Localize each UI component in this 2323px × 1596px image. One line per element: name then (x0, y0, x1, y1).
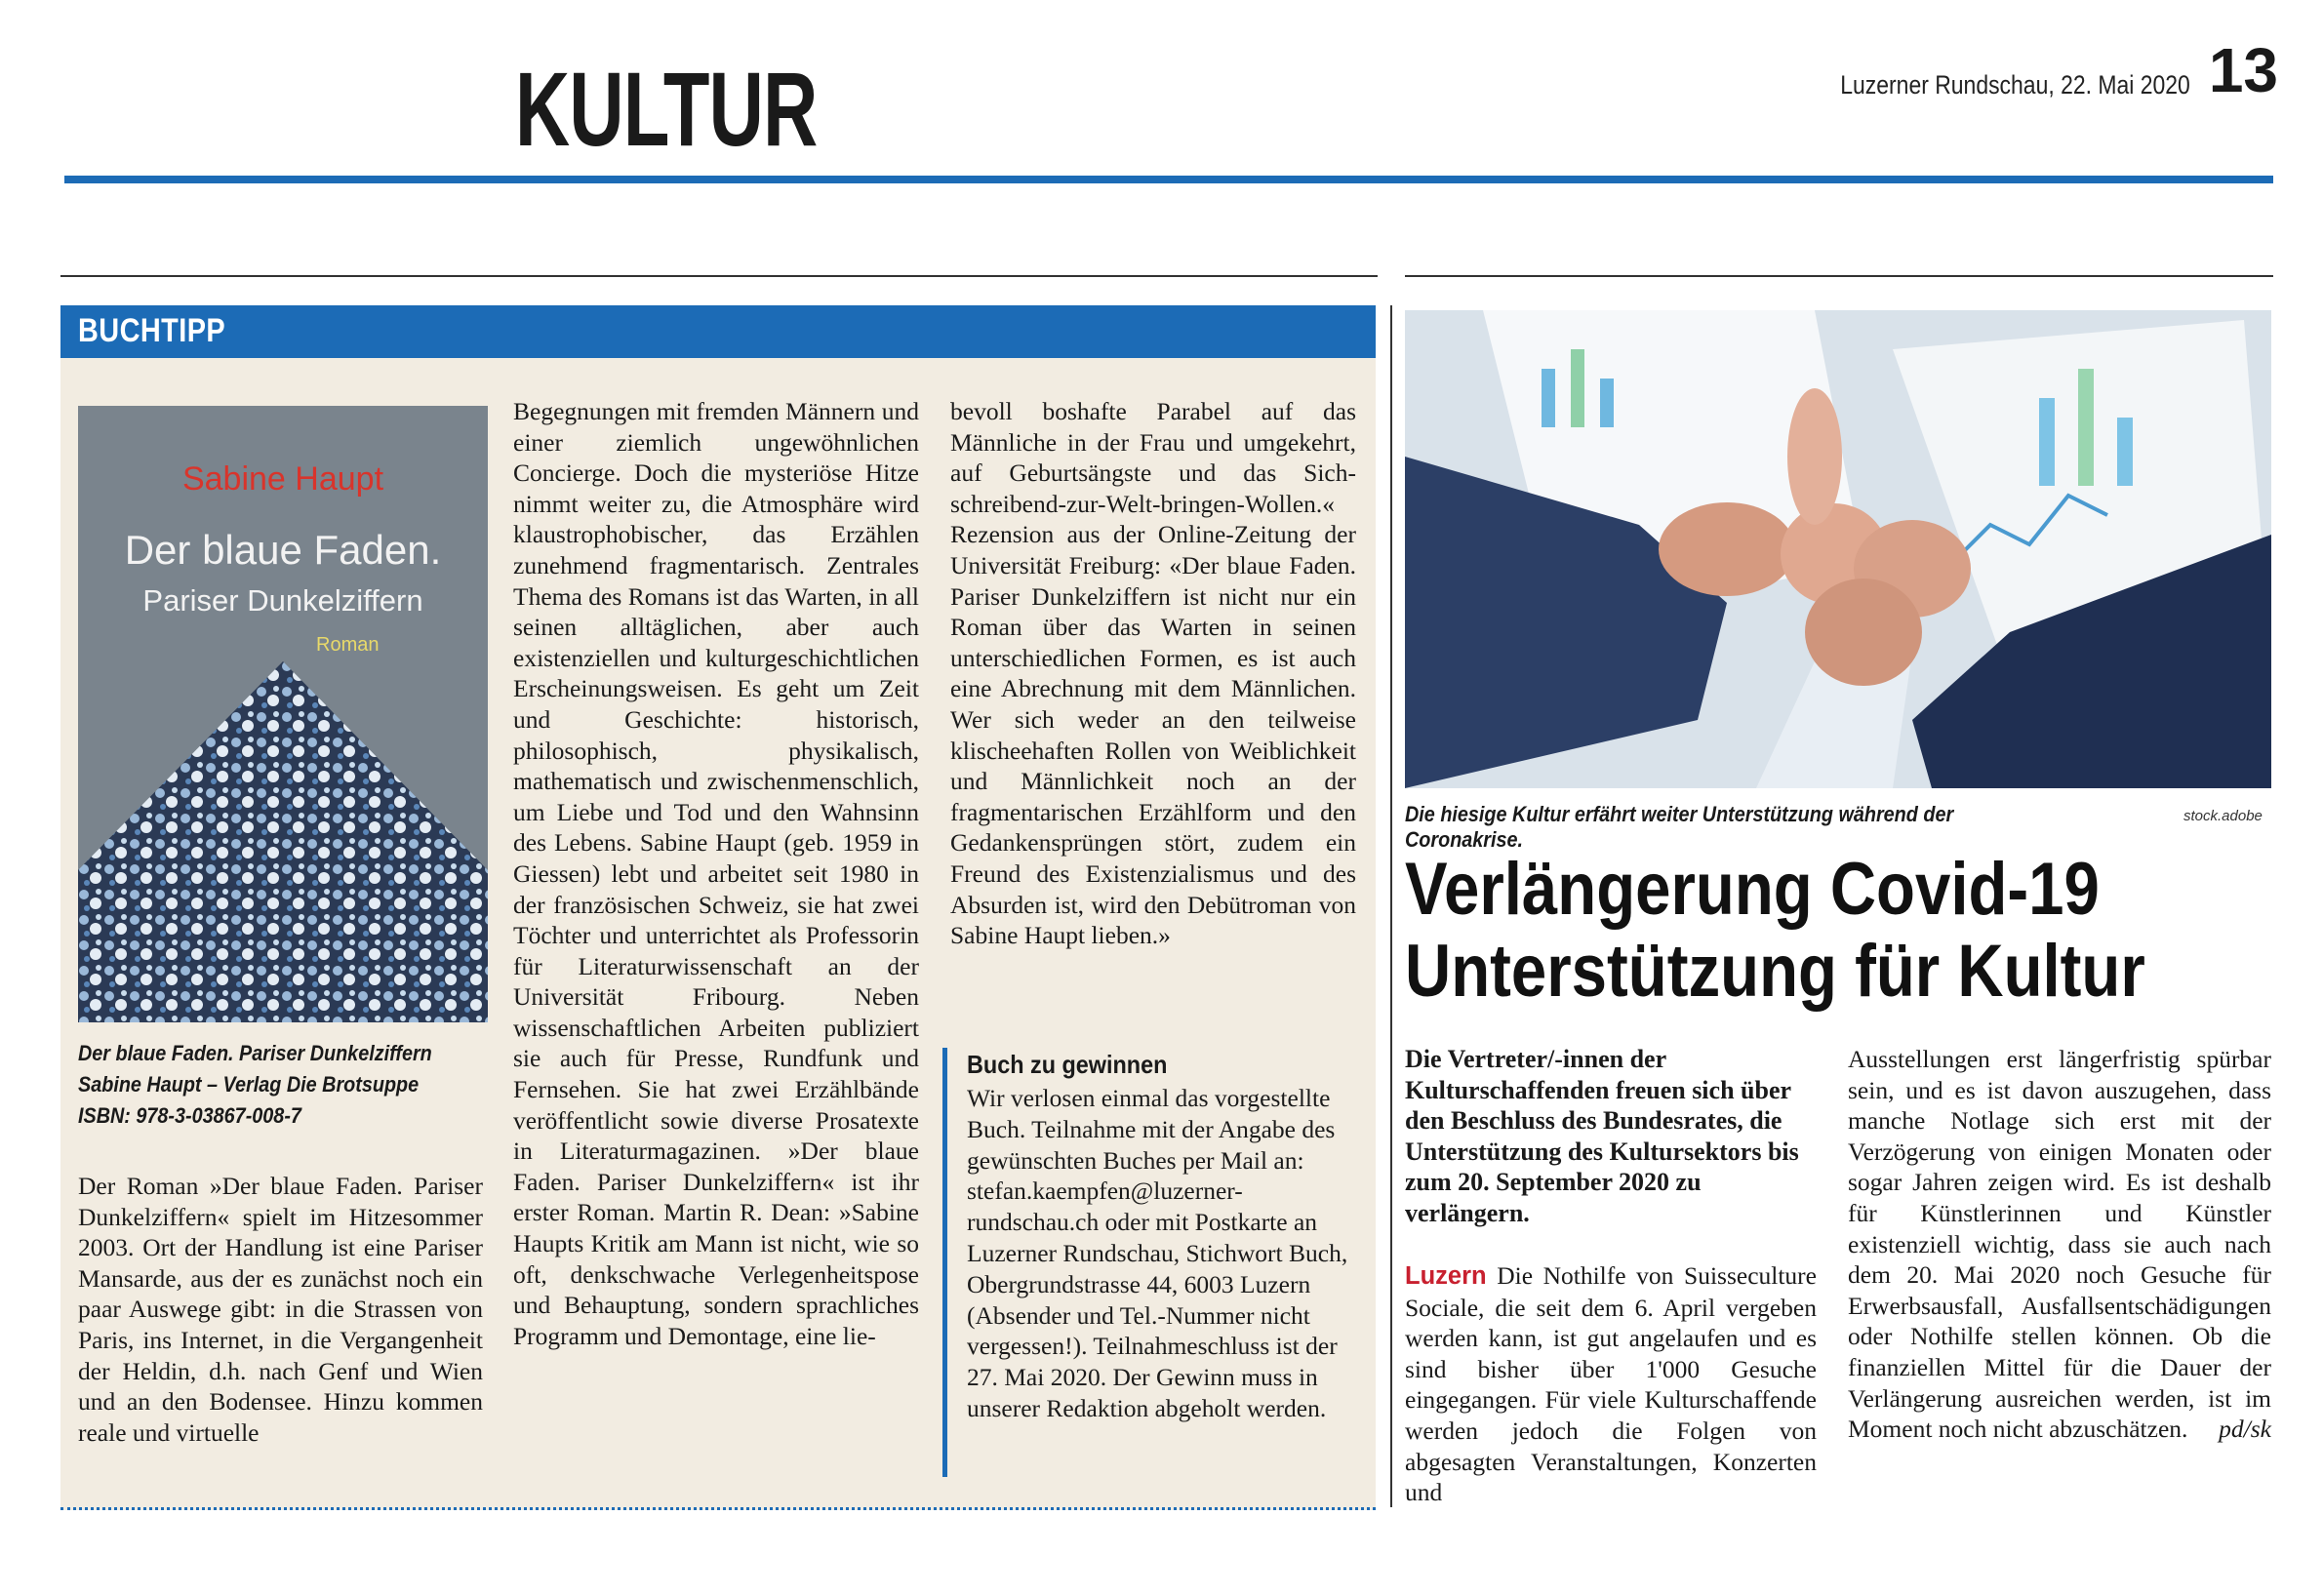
column-divider (1390, 305, 1392, 1507)
section-title: KULTUR (515, 50, 818, 168)
article-column-1-text: Die Nothilfe von Suisseculture Sociale, die seit dem 6. April vergeben werden kann, ist gut angelaufen und es sind bisher über 1'000 Gesuche eingegangen. Für viele Kulturschaffende werden jedoch die Folgen von abgesagten Veranstaltungen, Konzerten und (1405, 1261, 1817, 1507)
divider-right (1405, 275, 2273, 277)
cover-genre: Roman (316, 634, 380, 656)
photo-caption: Die hiesige Kultur erfährt weiter Unterstützung während der Coronakrise. (1405, 802, 1954, 852)
book-cover-image (78, 406, 488, 1022)
book-caption (78, 1038, 464, 1132)
publication-date: Luzerner Rundschau, 22. Mai 2020 (1840, 70, 2190, 100)
giveaway-text: Wir verlosen einmal das vorgestellte Buch. Teilnahme mit der Angabe des gewünschten Buches per Mail an: stefan.kaempfen@luzerner-rundschau.ch oder mit Postkarte an Luzerner Rundschau, Stichwort Buch, Obergrundstrasse 44, 6003 Luzern (Absender und Tel.-Nummer nicht vergessen!). Teilnahmeschluss ist der 27. Mai 2020. Der Gewinn muss in unserer Redaktion abgeholt werden. (967, 1084, 1348, 1422)
article-headline (1405, 849, 2160, 1013)
headline-line: Verlängerung Covid-19 (1405, 848, 2100, 931)
article-lead: Die Vertreter/-innen der Kulturschaffenden freuen sich über den Beschluss des Bundesrates, die Unterstützung des Kultursektors bis zum 20. September 2020 zu verlängern. (1405, 1045, 1799, 1227)
cover-author: Sabine Haupt (181, 460, 384, 498)
buchtipp-column-2: Begegnungen mit fremden Männern und einer ziemlich ungewöhnlichen Concierge. Doch die mysteriöse Hitze nimmt weiter zu, die Atmosphäre wird klaustrophobischer, das Erzählen zunehmend fragmentarisch. Zentrales Thema des Romans ist das Warten, in all seinen alltäglichen, aber auch existenziellen und kulturgeschichtlichen Erscheinungsweisen. Es geht um Zeit und Geschichte: historisch, philosophisch, physikalisch, mathematisch und zwischenmenschlich, um Liebe und Tod und den Wahnsinn des Lebens. Sabine Haupt (geb. 1959 in Giessen) lebt und arbeitet seit 1980 in der französischen Schweiz, sie hat zwei Töchter und unterrichtet als Professorin für Literaturwissenschaft an der Universität Fribourg. Neben wissenschaftlichen Arbeiten publiziert sie auch für Presse, Rundfunk und Fernsehen. Sie hat zwei Erzählbände veröffentlicht sowie diverse Prosatexte in Literaturmagazinen. »Der blaue Faden. Pariser Dunkelziffern« ist ihr erster Roman. Martin R. Dean: »Sabine Haupts Kritik am Mann ist nicht, wie so oft, denkschwache Verlegenheitspose und Behauptung, sondern sprachliches Programm und Demontage, eine lie- (513, 397, 919, 1350)
buchtipp-column-1: Der Roman »Der blaue Faden. Pariser Dunkelziffern« spielt im Hitzesommer 2003. Ort der Handlung ist eine Pariser Mansarde, aus der es zunächst noch ein paar Auswege gibt: in die Strassen von Paris, ins Internet, in die Vergangenheit der Heldin, d.h. nach Genf und Wien und an den Bodensee. Hinzu kommen reale und virtuelle (78, 1172, 483, 1447)
cover-title: Der blaue Faden. (124, 527, 442, 573)
article-photo (1405, 310, 2271, 788)
headline-line: Unterstützung für Kultur (1405, 930, 2145, 1013)
cover-subtitle: Pariser Dunkelziffern (142, 583, 423, 618)
fist-bump-illustration (1405, 310, 2271, 788)
photo-credit: stock.adobe (2183, 808, 2263, 824)
giveaway-box (942, 1048, 1381, 1477)
article-column-2 (1848, 1044, 2271, 1445)
page-number: 13 (2208, 35, 2278, 105)
book-caption-line: Der blaue Faden. Pariser Dunkelziffern (78, 1041, 432, 1065)
buchtipp-bar (60, 305, 1376, 358)
header-rule (64, 176, 2273, 183)
author-signature: pd/sk (2219, 1415, 2271, 1444)
divider-left (60, 275, 1378, 277)
book-caption-line: ISBN: 978-3-03867-008-7 (78, 1103, 301, 1128)
giveaway-heading: Buch zu gewinnen (967, 1050, 1168, 1079)
article-column-2-text: Ausstellungen erst längerfristig spürbar sein, und es ist davon auszugehen, dass manche Notlage sich erst mit der Verzögerung von einigen Monaten oder sogar Jahren zeigen wird. Es ist deshalb für Künstlerinnen und Künstler existenziell wichtig, dass sie auch nach dem 20. Mai 2020 noch Gesuche für Erwerbsausfall, Ausfallsentschädigungen oder Nothilfe stellen können. Ob die finanziellen Mittel für die Dauer der Verlängerung ausreichen werden, ist im Moment noch nicht abzuschätzen. (1848, 1045, 2271, 1444)
article-column-1 (1405, 1260, 1817, 1508)
buchtipp-column-3: bevoll boshafte Parabel auf das Männliche in der Frau und umgekehrt, auf Geburtsängste und das Sich-schreibend-zur-Welt-bringen-Wollen.« Rezension aus der Online-Zeitung der Universität Freiburg: «Der blaue Faden. Pariser Dunkelziffern ist nicht nur ein Roman über das Warten in seinen unterschiedlichen Formen, es ist auch eine Abrechnung mit dem Männlichen. Wer sich weder an den teilweise klischeehaften Rollen von Weiblichkeit und Männlichkeit noch an der fragmentarischen Erzählform und den Gedankensprüngen stört, zudem ein Freund des Existenzialismus und des Absurden ist, wird den Debütroman von Sabine Haupt lieben.» (950, 397, 1356, 950)
dateline-place: Luzern (1405, 1262, 1487, 1290)
book-caption-line: Sabine Haupt – Verlag Die Brotsuppe (78, 1072, 420, 1097)
buchtipp-label: BUCHTIPP (78, 312, 226, 349)
